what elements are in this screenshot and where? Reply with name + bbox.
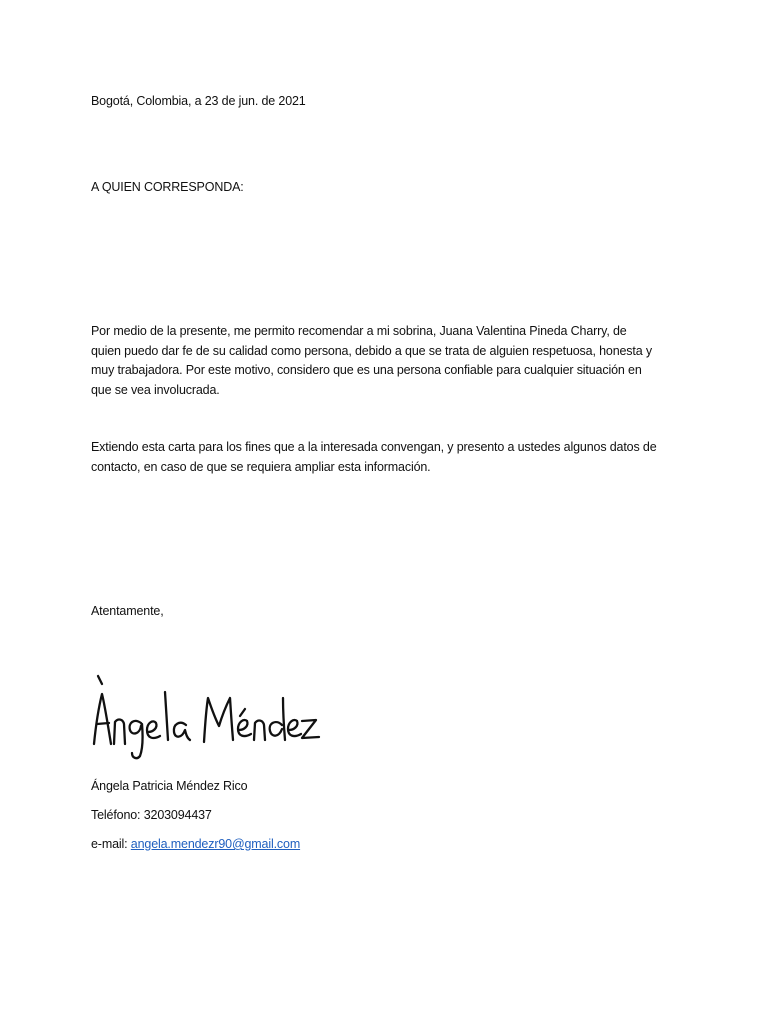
phone-line [91, 808, 212, 822]
email-link[interactable]: angela.mendezr90@gmail.com [130, 837, 301, 851]
paragraph-line: Extiendo esta carta para los fines que a la interesada convengan, y presento a ustedes algunos datos de [91, 440, 657, 454]
paragraph-line: muy trabajadora. Por este motivo, considero que es una persona confiable para cualquier situación en [91, 363, 642, 377]
salutation: A QUIEN CORRESPONDA: [91, 180, 244, 194]
email-line [91, 837, 300, 851]
paragraph-line: Por medio de la presente, me permito recomendar a mi sobrina, Juana Valentina Pineda Charry, de [91, 324, 627, 338]
phone-label: Teléfono: [91, 808, 141, 822]
phone-value: 3203094437 [143, 808, 212, 822]
place-date: Bogotá, Colombia, a 23 de jun. de 2021 [91, 94, 306, 108]
paragraph-line: contacto, en caso de que se requiera ampliar esta información. [91, 459, 431, 474]
paragraph-recommendation [91, 322, 691, 400]
paragraph-line: que se vea involucrada. [91, 382, 220, 397]
signer-name: Ángela Patricia Méndez Rico [91, 779, 248, 793]
handwritten-signature [90, 668, 330, 760]
paragraph-contact [91, 438, 691, 477]
paragraph-line: quien puedo dar fe de su calidad como persona, debido a que se trata de alguien respetuosa, honesta y [91, 343, 652, 358]
closing: Atentamente, [91, 604, 164, 618]
email-label: e-mail: [91, 837, 128, 851]
